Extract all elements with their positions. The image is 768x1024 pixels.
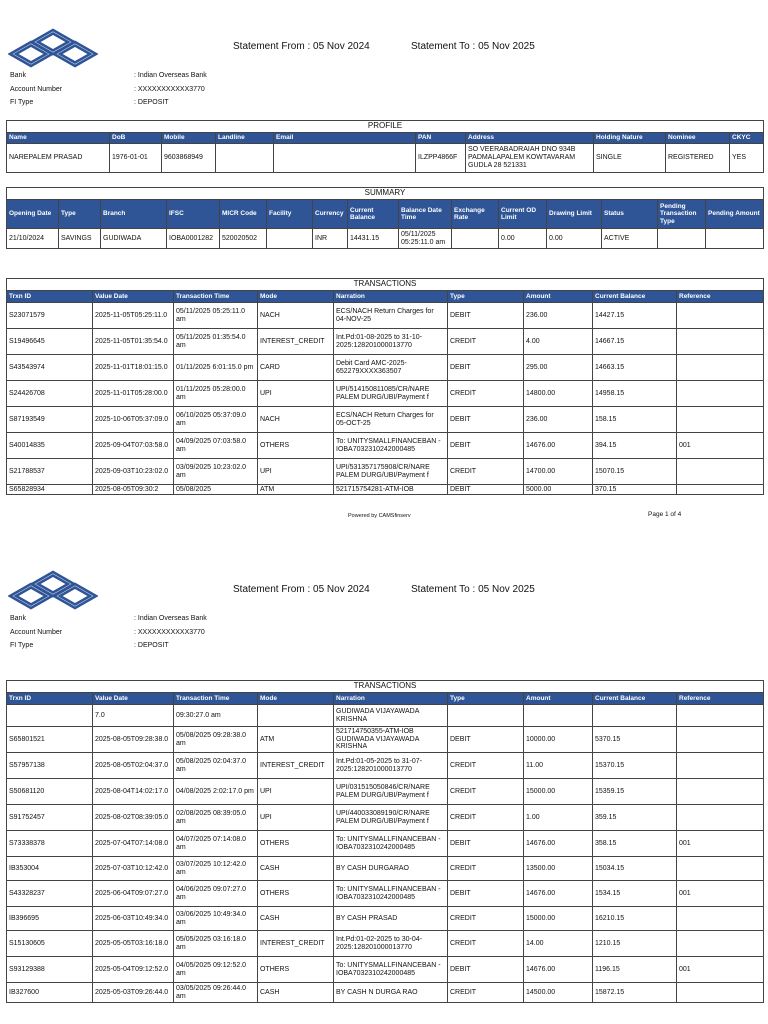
col-header: Mobile — [162, 133, 216, 144]
meta-label: Account Number — [10, 629, 63, 636]
table-row — [7, 407, 764, 433]
cell — [677, 303, 764, 329]
cell: 05/11/2025 05:25:11.0 am — [399, 229, 452, 249]
cell: 394.15 — [593, 433, 677, 459]
statement-to: Statement To : 05 Nov 2025 — [411, 584, 535, 595]
cell: 15370.15 — [593, 753, 677, 779]
cell: 1976-01-01 — [110, 144, 162, 173]
cell: 02/08/2025 08:39:05.0 am — [174, 805, 258, 831]
profile-table — [6, 120, 764, 173]
cell: IB327600 — [7, 983, 93, 1003]
cell: DEBIT — [448, 727, 524, 753]
cell: NAREPALEM PRASAD — [7, 144, 110, 173]
cell: 2025-05-04T09:12:52.0 — [93, 957, 174, 983]
col-header: Mode — [258, 693, 334, 705]
cell: S43328237 — [7, 881, 93, 907]
cell: 14663.15 — [593, 355, 677, 381]
cell: OTHERS — [258, 831, 334, 857]
col-header: Email — [274, 133, 416, 144]
cell: 14500.00 — [524, 983, 593, 1003]
table-row — [7, 459, 764, 485]
cell — [267, 229, 313, 249]
statement-page-2 — [0, 560, 768, 1024]
table-row — [7, 857, 764, 881]
cell — [677, 459, 764, 485]
cell — [658, 229, 706, 249]
table-row — [7, 727, 764, 753]
cell: IOBA0001282 — [167, 229, 220, 249]
cell: 2025-08-05T09:30:2 — [93, 485, 174, 495]
cell: CREDIT — [448, 753, 524, 779]
cell: To: UNITYSMALLFINANCEBAN - IOBA7032310242000485 — [334, 881, 448, 907]
col-header: Narration — [334, 291, 448, 303]
statement-from: Statement From : 05 Nov 2024 — [233, 584, 370, 595]
cell: 2025-06-04T09:07:27.0 — [93, 881, 174, 907]
cell: 14427.15 — [593, 303, 677, 329]
cell: 14667.15 — [593, 329, 677, 355]
cell: YES — [730, 144, 764, 173]
cell: 236.00 — [524, 303, 593, 329]
cell: ATM — [258, 727, 334, 753]
table-row — [7, 957, 764, 983]
cell: DEBIT — [448, 433, 524, 459]
statement-from: Statement From : 05 Nov 2024 — [233, 41, 370, 52]
col-header: Amount — [524, 693, 593, 705]
cell: 1534.15 — [593, 881, 677, 907]
cell: 2025-11-05T01:35:54.0 — [93, 329, 174, 355]
cell: 15359.15 — [593, 779, 677, 805]
col-header: Current OD Limit — [499, 200, 547, 229]
cell: CASH — [258, 983, 334, 1003]
cell: BY CASH PRASAD — [334, 907, 448, 931]
cell: 14800.00 — [524, 381, 593, 407]
meta-value: : XXXXXXXXXXX3770 — [134, 629, 205, 636]
col-header: MICR Code — [220, 200, 267, 229]
cell: 03/07/2025 10:12:42.0 am — [174, 857, 258, 881]
cell: S73338378 — [7, 831, 93, 857]
cell: 2025-06-03T10:49:34.0 — [93, 907, 174, 931]
table-row — [7, 779, 764, 805]
cell: 14700.00 — [524, 459, 593, 485]
cell: 14431.15 — [348, 229, 399, 249]
cell — [677, 355, 764, 381]
cell: DEBIT — [448, 831, 524, 857]
cell: UPI/440033089190/CR/NARE PALEM DURG/UBI/Payment f — [334, 805, 448, 831]
cell: DEBIT — [448, 485, 524, 495]
table-row — [7, 805, 764, 831]
cell: S43543974 — [7, 355, 93, 381]
cell: S23071579 — [7, 303, 93, 329]
statement-to: Statement To : 05 Nov 2025 — [411, 41, 535, 52]
col-header: Type — [448, 291, 524, 303]
cell — [677, 727, 764, 753]
cell: 2025-08-05T02:04:37.0 — [93, 753, 174, 779]
cell: 359.15 — [593, 805, 677, 831]
col-header: Facility — [267, 200, 313, 229]
cell: 5000.00 — [524, 485, 593, 495]
powered-by: Powered by CAMSfinserv — [348, 513, 411, 519]
col-header: Reference — [677, 693, 764, 705]
cell: 358.15 — [593, 831, 677, 857]
cell: S50681120 — [7, 779, 93, 805]
cell: 521715754281-ATM-IOB — [334, 485, 448, 495]
cell: S15130605 — [7, 931, 93, 957]
cell: CREDIT — [448, 931, 524, 957]
col-header: Transaction Time — [174, 291, 258, 303]
cell — [274, 144, 416, 173]
cell: ECS/NACH Return Charges for 04-NOV-25 — [334, 303, 448, 329]
cell: UPI/031515050846/CR/NARE PALEM DURG/UBI/Payment f — [334, 779, 448, 805]
cell: IB396695 — [7, 907, 93, 931]
cell: Debit Card AMC-2025-652279XXXX363507 — [334, 355, 448, 381]
meta-value: : DEPOSIT — [134, 642, 169, 649]
cell: IB353004 — [7, 857, 93, 881]
cell: 14676.00 — [524, 433, 593, 459]
cell: 2025-07-03T10:12:42.0 — [93, 857, 174, 881]
cell: 03/06/2025 10:49:34.0 am — [174, 907, 258, 931]
table-row — [7, 881, 764, 907]
table-row — [7, 753, 764, 779]
table-row — [7, 931, 764, 957]
cell: INTEREST_CREDIT — [258, 931, 334, 957]
table-row — [7, 303, 764, 329]
cell: 03/09/2025 10:23:02.0 am — [174, 459, 258, 485]
table-row — [7, 144, 764, 173]
cell: 2025-05-05T03:16:18.0 — [93, 931, 174, 957]
cell — [706, 229, 764, 249]
col-header: Pending Transaction Type — [658, 200, 706, 229]
cell: 2025-09-03T10:23:02.0 — [93, 459, 174, 485]
col-header: Status — [602, 200, 658, 229]
cell — [448, 705, 524, 727]
cell: 2025-11-05T05:25:11.0 — [93, 303, 174, 329]
cell: CARD — [258, 355, 334, 381]
cell: 05/08/2025 02:04:37.0 am — [174, 753, 258, 779]
cell: 2025-11-01T18:01:15.0 — [93, 355, 174, 381]
col-header: Opening Date — [7, 200, 59, 229]
cell: ILZPP4866F — [416, 144, 466, 173]
cell: NACH — [258, 303, 334, 329]
cell: 0.00 — [547, 229, 602, 249]
summary-table — [6, 187, 764, 249]
cell: Int.Pd:01-02-2025 to 30-04-2025:128201000013770 — [334, 931, 448, 957]
cell: 0.00 — [499, 229, 547, 249]
page-number: Page 1 of 4 — [648, 511, 682, 518]
col-header: Mode — [258, 291, 334, 303]
cell: 04/05/2025 09:12:52.0 am — [174, 957, 258, 983]
cell: 15034.15 — [593, 857, 677, 881]
cell — [524, 705, 593, 727]
col-header: Name — [7, 133, 110, 144]
col-header: Narration — [334, 693, 448, 705]
cell: UPI — [258, 805, 334, 831]
cell: ATM — [258, 485, 334, 495]
table-row — [7, 485, 764, 495]
col-header: Currency — [313, 200, 348, 229]
col-header: PAN — [416, 133, 466, 144]
cell: 236.00 — [524, 407, 593, 433]
cell: BY CASH N DURGA RAO — [334, 983, 448, 1003]
col-header: Amount — [524, 291, 593, 303]
cell: DEBIT — [448, 303, 524, 329]
table-row — [7, 381, 764, 407]
table-row — [7, 705, 764, 727]
col-header: Value Date — [93, 291, 174, 303]
cell: BY CASH DURGARAO — [334, 857, 448, 881]
cell: 1210.15 — [593, 931, 677, 957]
cell — [677, 779, 764, 805]
cell: 10000.00 — [524, 727, 593, 753]
cell: To: UNITYSMALLFINANCEBAN - IOBA7032310242000485 — [334, 433, 448, 459]
col-header: Drawing Limit — [547, 200, 602, 229]
cell: INR — [313, 229, 348, 249]
cell: 13500.00 — [524, 857, 593, 881]
cell: SINGLE — [594, 144, 666, 173]
cell: S93129388 — [7, 957, 93, 983]
transactions-caption: TRANSACTIONS — [7, 279, 764, 291]
col-header: Balance Date Time — [399, 200, 452, 229]
transactions-table — [6, 680, 764, 1003]
cell: DEBIT — [448, 407, 524, 433]
cell: 01/11/2025 6:01:15.0 pm — [174, 355, 258, 381]
cell: 1.00 — [524, 805, 593, 831]
meta-label: Bank — [10, 72, 26, 79]
cell: S19496645 — [7, 329, 93, 355]
cell: CREDIT — [448, 329, 524, 355]
cell: 16210.15 — [593, 907, 677, 931]
cell: CREDIT — [448, 907, 524, 931]
table-row — [7, 983, 764, 1003]
cell: 5370.15 — [593, 727, 677, 753]
meta-label: Account Number — [10, 86, 63, 93]
cell: ACTIVE — [602, 229, 658, 249]
bank-logo-icon — [8, 570, 98, 614]
cell: 05/08/2025 09:28:38.0 am — [174, 727, 258, 753]
cell: Int.Pd:01-05-2025 to 31-07-2025:128201000013770 — [334, 753, 448, 779]
meta-label: FI Type — [10, 99, 34, 106]
cell: 001 — [677, 957, 764, 983]
cell: OTHERS — [258, 957, 334, 983]
cell: 05/08/2025 — [174, 485, 258, 495]
cell — [593, 705, 677, 727]
cell: SAVINGS — [59, 229, 101, 249]
cell: 04/06/2025 09:07:27.0 am — [174, 881, 258, 907]
cell: S91752457 — [7, 805, 93, 831]
cell: 04/07/2025 07:14:08.0 am — [174, 831, 258, 857]
cell: OTHERS — [258, 433, 334, 459]
summary-caption: SUMMARY — [7, 188, 764, 200]
cell: CREDIT — [448, 983, 524, 1003]
cell: 001 — [677, 831, 764, 857]
cell: 09:30:27.0 am — [174, 705, 258, 727]
col-header: Current Balance — [348, 200, 399, 229]
cell: 05/11/2025 01:35:54.0 am — [174, 329, 258, 355]
cell: CREDIT — [448, 857, 524, 881]
cell: CREDIT — [448, 381, 524, 407]
col-header: Landline — [216, 133, 274, 144]
cell: S57957138 — [7, 753, 93, 779]
cell: S21788537 — [7, 459, 93, 485]
cell — [677, 907, 764, 931]
cell: S24426708 — [7, 381, 93, 407]
meta-value: : DEPOSIT — [134, 99, 169, 106]
cell: CREDIT — [448, 805, 524, 831]
col-header: IFSC — [167, 200, 220, 229]
cell: UPI — [258, 459, 334, 485]
cell — [677, 857, 764, 881]
cell: UPI/514150811085/CR/NARE PALEM DURG/UBI/Payment f — [334, 381, 448, 407]
col-header: Trxn ID — [7, 291, 93, 303]
cell: 05/05/2025 03:16:18.0 am — [174, 931, 258, 957]
col-header: Current Balance — [593, 693, 677, 705]
cell: S65828934 — [7, 485, 93, 495]
cell: 521714750355-ATM-IOB GUDIWADA VIJAYAWADA KRISHNA — [334, 727, 448, 753]
cell: CREDIT — [448, 779, 524, 805]
col-header: Value Date — [93, 693, 174, 705]
table-row — [7, 355, 764, 381]
col-header: Trxn ID — [7, 693, 93, 705]
cell: 001 — [677, 881, 764, 907]
cell: 11.00 — [524, 753, 593, 779]
col-header: Current Balance — [593, 291, 677, 303]
cell — [677, 983, 764, 1003]
cell: CREDIT — [448, 459, 524, 485]
cell: GUDIWADA VIJAYAWADA KRISHNA — [334, 705, 448, 727]
transactions-table — [6, 278, 764, 495]
cell — [7, 705, 93, 727]
cell: 2025-08-02T08:39:05.0 — [93, 805, 174, 831]
cell — [677, 407, 764, 433]
cell: 2025-11-01T05:28:00.0 — [93, 381, 174, 407]
col-header: Type — [448, 693, 524, 705]
cell: 15070.15 — [593, 459, 677, 485]
meta-label: FI Type — [10, 642, 34, 649]
meta-value: : Indian Overseas Bank — [134, 615, 207, 622]
cell: UPI/531357175908/CR/NARE PALEM DURG/UBI/Payment f — [334, 459, 448, 485]
cell: CASH — [258, 857, 334, 881]
cell — [677, 329, 764, 355]
cell: 05/11/2025 05:25:11.0 am — [174, 303, 258, 329]
table-row — [7, 433, 764, 459]
cell: 03/05/2025 09:26:44.0 am — [174, 983, 258, 1003]
cell — [258, 705, 334, 727]
table-row — [7, 229, 764, 249]
cell — [677, 753, 764, 779]
cell: 7.0 — [93, 705, 174, 727]
cell: Int.Pd:01-08-2025 to 31-10-2025:128201000013770 — [334, 329, 448, 355]
table-row — [7, 907, 764, 931]
cell: 06/10/2025 05:37:09.0 am — [174, 407, 258, 433]
cell — [677, 805, 764, 831]
cell: 15000.00 — [524, 779, 593, 805]
cell — [216, 144, 274, 173]
cell: To: UNITYSMALLFINANCEBAN - IOBA7032310242000485 — [334, 831, 448, 857]
cell: 520020502 — [220, 229, 267, 249]
col-header: Branch — [101, 200, 167, 229]
col-header: Pending Amount — [706, 200, 764, 229]
cell: OTHERS — [258, 881, 334, 907]
cell: 295.00 — [524, 355, 593, 381]
col-header: Reference — [677, 291, 764, 303]
meta-value: : XXXXXXXXXXX3770 — [134, 86, 205, 93]
cell: 14958.15 — [593, 381, 677, 407]
cell: 2025-08-04T14:02:17.0 — [93, 779, 174, 805]
cell: UPI — [258, 779, 334, 805]
cell: 370.15 — [593, 485, 677, 495]
profile-caption: PROFILE — [7, 121, 764, 133]
cell: CASH — [258, 907, 334, 931]
cell: DEBIT — [448, 881, 524, 907]
cell: 14676.00 — [524, 881, 593, 907]
cell: S87193549 — [7, 407, 93, 433]
cell — [677, 931, 764, 957]
cell: UPI — [258, 381, 334, 407]
col-header: Transaction Time — [174, 693, 258, 705]
table-row — [7, 329, 764, 355]
cell: 1196.15 — [593, 957, 677, 983]
cell: 001 — [677, 433, 764, 459]
cell: 158.15 — [593, 407, 677, 433]
col-header: Type — [59, 200, 101, 229]
cell — [677, 705, 764, 727]
meta-label: Bank — [10, 615, 26, 622]
table-row — [7, 831, 764, 857]
cell: 14.00 — [524, 931, 593, 957]
cell: S65801521 — [7, 727, 93, 753]
cell: 15000.00 — [524, 907, 593, 931]
col-header: Holding Nature — [594, 133, 666, 144]
cell: 2025-07-04T07:14:08.0 — [93, 831, 174, 857]
cell: DEBIT — [448, 355, 524, 381]
cell: SO VEERABADRAIAH DNO 934B PADMALAPALEM KOWTAVARAM GUDLA 28 521331 — [466, 144, 594, 173]
col-header: Address — [466, 133, 594, 144]
cell: 4.00 — [524, 329, 593, 355]
cell: 15872.15 — [593, 983, 677, 1003]
cell: DEBIT — [448, 957, 524, 983]
cell: 21/10/2024 — [7, 229, 59, 249]
cell: To: UNITYSMALLFINANCEBAN - IOBA7032310242000485 — [334, 957, 448, 983]
cell: INTEREST_CREDIT — [258, 329, 334, 355]
col-header: Nominee — [666, 133, 730, 144]
cell: 04/09/2025 07:03:58.0 am — [174, 433, 258, 459]
cell: 2025-05-03T09:26:44.0 — [93, 983, 174, 1003]
cell: 2025-09-04T07:03:58.0 — [93, 433, 174, 459]
cell: 2025-08-05T09:28:38.0 — [93, 727, 174, 753]
cell: 14676.00 — [524, 957, 593, 983]
cell: 14676.00 — [524, 831, 593, 857]
cell: S40014835 — [7, 433, 93, 459]
col-header: Exchange Rate — [452, 200, 499, 229]
cell — [677, 485, 764, 495]
cell — [452, 229, 499, 249]
col-header: DoB — [110, 133, 162, 144]
cell: 01/11/2025 05:28:00.0 am — [174, 381, 258, 407]
cell: REGISTERED — [666, 144, 730, 173]
cell: NACH — [258, 407, 334, 433]
cell: 2025-10-06T05:37:09.0 — [93, 407, 174, 433]
meta-value: : Indian Overseas Bank — [134, 72, 207, 79]
cell: 9603868949 — [162, 144, 216, 173]
cell: 04/08/2025 2:02:17.0 pm — [174, 779, 258, 805]
cell: INTEREST_CREDIT — [258, 753, 334, 779]
cell: GUDIWADA — [101, 229, 167, 249]
cell: ECS/NACH Return Charges for 05-OCT-25 — [334, 407, 448, 433]
col-header: CKYC — [730, 133, 764, 144]
cell — [677, 381, 764, 407]
bank-logo-icon — [8, 28, 98, 72]
transactions-caption: TRANSACTIONS — [7, 681, 764, 693]
